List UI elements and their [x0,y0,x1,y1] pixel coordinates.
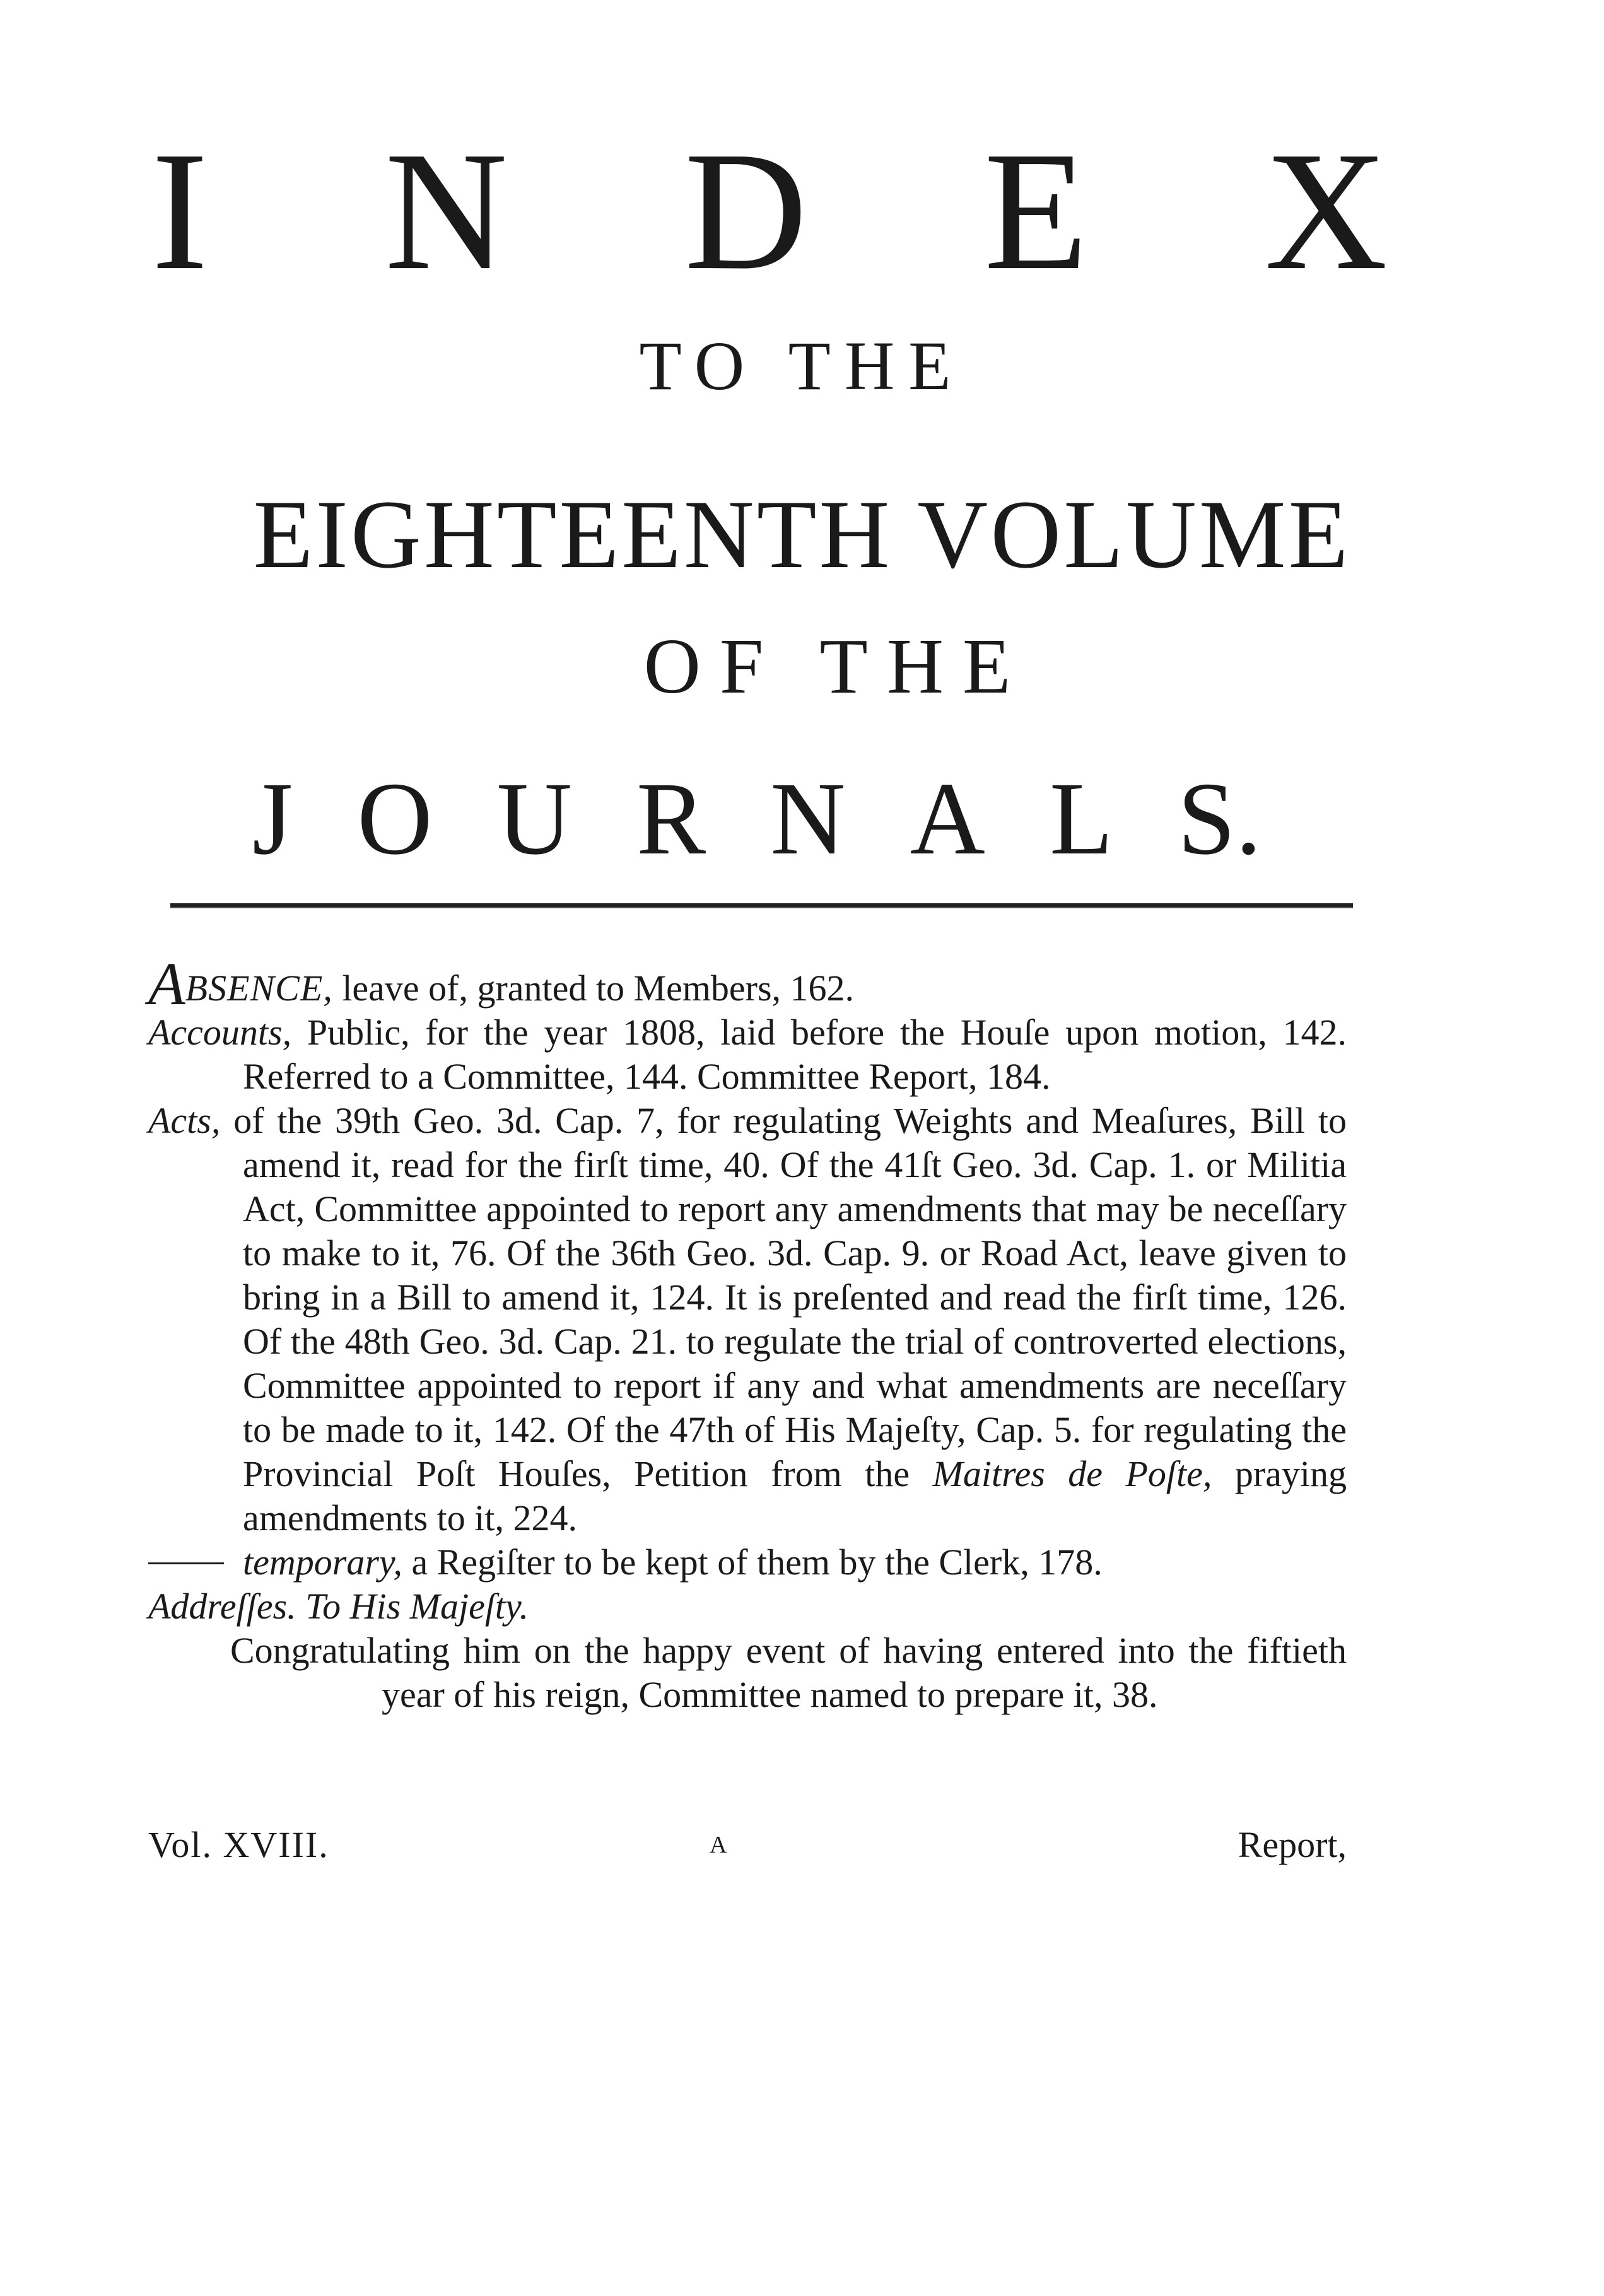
entry-text: of the 39th Geo. 3d. Cap. 7, for regulating Weights and Meaſures, Bill to amend it, read for the firſt time, 40. Of the 41ſt Geo. 3d. Cap. 1. or Militia Act, Committee appointed to report any amendments that may be neceſſary to make to it, 76. Of the 36th Geo. 3d. Cap. 9. or Road Act, leave given to bring in a Bill to amend it, 124. It is preſented and read the firſt time, 126. Of the 48th Geo. 3d. Cap. 21. to regulate the trial of controverted elections, Committee appointed to report if any and what amendments are neceſſary to be made to it, 142. Of the 47th of His Majeſty, Cap. 5. for regulating the Provincial Poſt Houſes, Petition from the [220,1100,1347,1494]
title-to-the: TO THE [639,327,965,404]
title-eighteenth-volume: EIGHTEENTH VOLUME [253,480,1351,589]
title-of-the: OF THE [643,623,1030,710]
title-journals-letter: S. [1177,761,1262,876]
entry-text: a Regiſter to be kept of them by the Clerk, 178. [402,1542,1103,1583]
signature-mark: A [710,1832,727,1858]
title-journals-letter: A [910,761,985,876]
title-journals [252,761,1262,876]
entry-head: Addreſſes. [148,1586,296,1627]
entry-head: Accounts, [148,1012,292,1053]
em-dash-rule [148,1562,224,1564]
title-journals-letter: O [357,761,433,876]
entry-head: temporary, [243,1542,402,1583]
entry-subhead: To His Majeſty. [296,1586,529,1627]
title-rule [170,903,1353,908]
entry-congratulating: Congratulating him on the happy event of having entered into the fiftieth year of his reign, Committee named to prepare it, 38. [230,1630,1347,1715]
title-journals-letter: R [636,761,706,876]
entry-head: Acts, [148,1100,221,1141]
title-index-letter: E [984,117,1088,305]
drop-cap: A [148,950,185,1017]
entry-absence [148,950,1347,1017]
index-entries [148,950,1347,1717]
title-journals-letter: L [1050,761,1113,876]
entry-text: praying amendments to it, 224. [243,1453,1347,1538]
title-index-letter: N [384,117,508,305]
entry-text-italic: Maitres de Poſte, [932,1453,1212,1494]
title-journals-letter: U [496,761,572,876]
entry-addresses [148,1584,1347,1629]
entry-text: Public, for the year 1808, laid before the Houſe upon motion, 142. Referred to a Committee, 144. Committee Report, 184. [243,1012,1347,1097]
entry-acts-temporary [148,1540,1347,1584]
catchword: Report, [1238,1824,1347,1865]
title-journals-letter: J [252,761,293,876]
title-index-letter: X [1264,117,1388,305]
title-index-letter: I [151,117,208,305]
entry-head: BSENCE, [185,968,333,1009]
title-journals-letter: N [770,761,846,876]
title-index-letter: D [684,117,807,305]
volume-number: Vol. XVIII. [148,1824,329,1865]
entry-text: leave of, granted to Members, 162. [332,968,855,1009]
entry-acts [148,1099,1347,1540]
entry-accounts [148,1010,1347,1099]
title-index [151,117,1388,305]
